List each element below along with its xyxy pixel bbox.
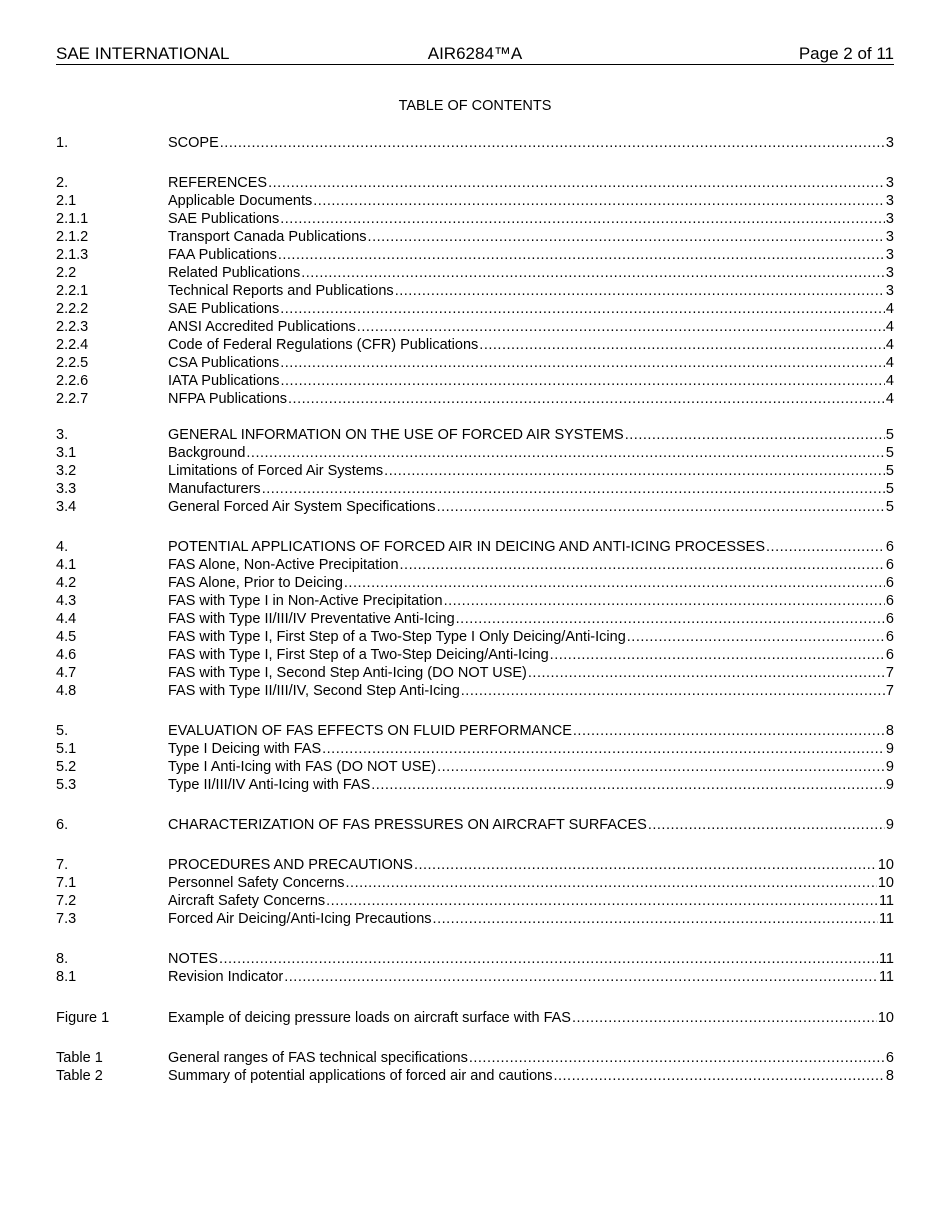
toc-entry[interactable] [56, 776, 894, 794]
dot-leader [648, 816, 885, 834]
toc-section [56, 134, 894, 152]
toc-entry-page: 4 [885, 391, 894, 407]
dot-leader [433, 910, 878, 928]
toc-entry-number: 6. [56, 817, 69, 833]
dot-leader [346, 874, 877, 892]
toc-entry[interactable] [56, 722, 894, 740]
toc-entry-number: 2.2.5 [56, 355, 89, 371]
toc-entry-number: 5.3 [56, 777, 77, 793]
toc-entry-number: 5.1 [56, 741, 77, 757]
toc-entry-title: General ranges of FAS technical specifications [168, 1050, 468, 1066]
toc-entry[interactable] [56, 740, 894, 758]
dot-leader [280, 300, 885, 318]
dot-leader [528, 664, 885, 682]
toc-entry-title: Applicable Documents [168, 193, 313, 209]
toc-entry-title: Summary of potential applications of forced air and cautions [168, 1068, 553, 1084]
toc-entry-title: GENERAL INFORMATION ON THE USE OF FORCED AIR SYSTEMS [168, 427, 624, 443]
toc-section [56, 1009, 894, 1027]
toc-entry-number: 3.1 [56, 445, 77, 461]
toc-entry-title: FAS with Type I, First Step of a Two-Step Deicing/Anti-Icing [168, 647, 549, 663]
toc-entry-page: 3 [885, 175, 894, 191]
toc-entry[interactable] [56, 592, 894, 610]
dot-leader [220, 134, 885, 152]
toc-entry-title: FAS with Type I, Second Step Anti-Icing (DO NOT USE) [168, 665, 527, 681]
toc-entry-title: Type II/III/IV Anti-Icing with FAS [168, 777, 371, 793]
toc-entry-title: Aircraft Safety Concerns [168, 893, 326, 909]
toc-entry-title: General Forced Air System Specifications [168, 499, 436, 515]
toc-entry-number: 2.1 [56, 193, 77, 209]
dot-leader [301, 264, 885, 282]
toc-section [56, 722, 894, 794]
page-number: Page 2 of 11 [798, 44, 894, 63]
toc-entry-page: 4 [885, 319, 894, 335]
toc-section [56, 174, 894, 408]
toc-entry-page: 9 [885, 817, 894, 833]
toc-entry-page: 11 [878, 911, 894, 927]
toc-entry-title: Technical Reports and Publications [168, 283, 394, 299]
toc-entry[interactable] [56, 556, 894, 574]
toc-entry[interactable] [56, 372, 894, 390]
toc-entry-page: 3 [885, 229, 894, 245]
toc-entry[interactable] [56, 664, 894, 682]
toc-entry[interactable] [56, 646, 894, 664]
toc-entry-number: 3.2 [56, 463, 77, 479]
dot-leader [456, 610, 885, 628]
dot-leader [625, 426, 885, 444]
toc-entry-title: PROCEDURES AND PRECAUTIONS [168, 857, 413, 873]
page-header [56, 44, 894, 65]
toc-entry-page: 6 [885, 575, 894, 591]
toc-entry-page: 3 [885, 247, 894, 263]
toc-entry-number: 3.3 [56, 481, 77, 497]
toc-entry-title: Background [168, 445, 246, 461]
toc-entry-page: 7 [885, 683, 894, 699]
toc-entry[interactable] [56, 228, 894, 246]
toc-entry[interactable] [56, 444, 894, 462]
toc-entry-number: 8. [56, 951, 69, 967]
toc-entry-page: 3 [885, 135, 894, 151]
toc-entry-number: 4.6 [56, 647, 77, 663]
publisher-name: SAE INTERNATIONAL [56, 44, 230, 63]
toc-entry[interactable] [56, 300, 894, 318]
toc-entry-page: 6 [885, 1050, 894, 1066]
toc-entry-number: 5. [56, 723, 69, 739]
toc-entry-number: 2. [56, 175, 69, 191]
dot-leader [384, 462, 885, 480]
toc-entry-page: 6 [885, 629, 894, 645]
toc-entry[interactable] [56, 874, 894, 892]
toc-entry-page: 6 [885, 611, 894, 627]
dot-leader [414, 856, 877, 874]
toc-entry-number: 7. [56, 857, 69, 873]
toc-entry-number: 4.3 [56, 593, 77, 609]
dot-leader [268, 174, 885, 192]
toc-entry-title: FAS with Type I in Non-Active Precipitation [168, 593, 443, 609]
toc-entry-title: Personnel Safety Concerns [168, 875, 345, 891]
toc-entry[interactable] [56, 1009, 894, 1027]
toc-entry[interactable] [56, 390, 894, 408]
toc-entry-number: 2.2.2 [56, 301, 89, 317]
dot-leader [395, 282, 885, 300]
dot-leader [573, 722, 885, 740]
toc-entry-number: 2.1.3 [56, 247, 89, 263]
toc-entry-title: ANSI Accredited Publications [168, 319, 356, 335]
toc-entry-title: SCOPE [168, 135, 219, 151]
toc-entry[interactable] [56, 758, 894, 776]
dot-leader [326, 892, 878, 910]
toc-entry[interactable] [56, 910, 894, 928]
dot-leader [479, 336, 885, 354]
toc-entry[interactable] [56, 354, 894, 372]
toc-entry[interactable] [56, 1049, 894, 1067]
toc-entry-page: 4 [885, 373, 894, 389]
toc-entry-title: POTENTIAL APPLICATIONS OF FORCED AIR IN DEICING AND ANTI-ICING PROCESSES [168, 539, 766, 555]
toc-entry[interactable] [56, 856, 894, 874]
toc-entry-number: 4.8 [56, 683, 77, 699]
toc-entry-title: NOTES [168, 951, 218, 967]
toc-entry-title: FAA Publications [168, 247, 277, 263]
dot-leader [288, 390, 885, 408]
toc-entry-title: CSA Publications [168, 355, 280, 371]
toc-entry-number: 5.2 [56, 759, 77, 775]
toc-entry[interactable] [56, 336, 894, 354]
toc-section [56, 856, 894, 928]
toc-entry-page: 8 [885, 723, 894, 739]
dot-leader [262, 480, 885, 498]
toc-entry-title: Limitations of Forced Air Systems [168, 463, 384, 479]
toc-entry[interactable] [56, 968, 894, 986]
toc-entry-page: 3 [885, 283, 894, 299]
document-number: AIR6284™A [427, 44, 523, 63]
toc-entry-number: 4. [56, 539, 69, 555]
toc-entry-number: 3.4 [56, 499, 77, 515]
dot-leader [437, 758, 885, 776]
toc-entry-page: 3 [885, 265, 894, 281]
toc-entry-page: 6 [885, 539, 894, 555]
toc-entry-page: 5 [885, 499, 894, 515]
toc-entry-page: 5 [885, 481, 894, 497]
toc-entry-number: 4.4 [56, 611, 77, 627]
toc-entry-number: 2.2.4 [56, 337, 89, 353]
dot-leader [246, 444, 885, 462]
toc-entry-page: 4 [885, 355, 894, 371]
dot-leader [461, 682, 885, 700]
toc-entry-page: 9 [885, 759, 894, 775]
toc-entry[interactable] [56, 574, 894, 592]
toc-entry-page: 5 [885, 427, 894, 443]
dot-leader [437, 498, 885, 516]
toc-entry[interactable] [56, 628, 894, 646]
toc-entry-number: 8.1 [56, 969, 77, 985]
toc-entry-page: 9 [885, 741, 894, 757]
toc-entry[interactable] [56, 892, 894, 910]
toc-title: TABLE OF CONTENTS [398, 98, 552, 114]
toc-entry-page: 6 [885, 647, 894, 663]
toc-entry-page: 3 [885, 211, 894, 227]
toc-entry[interactable] [56, 192, 894, 210]
toc-entry-number: 4.1 [56, 557, 77, 573]
toc-section [56, 816, 894, 834]
toc-entry-title: NFPA Publications [168, 391, 288, 407]
toc-entry[interactable] [56, 174, 894, 192]
dot-leader [766, 538, 885, 556]
toc-entry-number: 7.3 [56, 911, 77, 927]
dot-leader [313, 192, 885, 210]
toc-entry-title: Type I Deicing with FAS [168, 741, 322, 757]
dot-leader [444, 592, 885, 610]
toc-entry-number: 1. [56, 135, 69, 151]
toc-entry[interactable] [56, 1067, 894, 1085]
toc-entry-title: EVALUATION OF FAS EFFECTS ON FLUID PERFORMANCE [168, 723, 572, 739]
toc-entry-page: 10 [877, 1010, 894, 1026]
toc-entry[interactable] [56, 246, 894, 264]
toc-entry-number: 2.1.1 [56, 211, 89, 227]
toc-entry[interactable] [56, 950, 894, 968]
toc-entry-number: Table 2 [56, 1068, 103, 1084]
toc-entry-number: Figure 1 [56, 1010, 110, 1026]
dot-leader [344, 574, 885, 592]
dot-leader [368, 228, 885, 246]
toc-entry[interactable] [56, 498, 894, 516]
toc-entry-title: Revision Indicator [168, 969, 284, 985]
toc-entry-title: FAS Alone, Non-Active Precipitation [168, 557, 399, 573]
toc-entry-number: 2.2.1 [56, 283, 89, 299]
toc-section [56, 950, 894, 986]
toc-entry-number: 4.2 [56, 575, 77, 591]
toc-section [56, 1049, 894, 1085]
toc-entry-title: Forced Air Deicing/Anti-Icing Precautions [168, 911, 432, 927]
toc-entry-title: Code of Federal Regulations (CFR) Publications [168, 337, 479, 353]
toc-entry-number: 2.2 [56, 265, 77, 281]
toc-entry-page: 4 [885, 337, 894, 353]
toc-entry-title: FAS with Type II/III/IV, Second Step Anti-Icing [168, 683, 460, 699]
toc-entry-page: 11 [878, 951, 894, 967]
toc-entry-title: REFERENCES [168, 175, 268, 191]
toc-entry-page: 5 [885, 445, 894, 461]
toc-entry-page: 6 [885, 557, 894, 573]
toc-entry[interactable] [56, 462, 894, 480]
dot-leader [281, 372, 885, 390]
dot-leader [219, 950, 878, 968]
dot-leader [553, 1067, 884, 1085]
dot-leader [572, 1009, 877, 1027]
toc-entry-title: CHARACTERIZATION OF FAS PRESSURES ON AIRCRAFT SURFACES [168, 817, 647, 833]
toc-entry[interactable] [56, 264, 894, 282]
toc-entry-number: 7.1 [56, 875, 77, 891]
toc-entry-page: 6 [885, 593, 894, 609]
toc-entry-title: SAE Publications [168, 211, 280, 227]
toc-entry-title: IATA Publications [168, 373, 280, 389]
toc-section [56, 538, 894, 700]
dot-leader [280, 354, 885, 372]
toc-entry-title: Transport Canada Publications [168, 229, 367, 245]
toc-entry[interactable] [56, 426, 894, 444]
toc-entry-page: 5 [885, 463, 894, 479]
toc-entry-number: 2.2.7 [56, 391, 89, 407]
toc-entry-number: 2.1.2 [56, 229, 89, 245]
toc-entry[interactable] [56, 318, 894, 336]
toc-entry-title: Example of deicing pressure loads on aircraft surface with FAS [168, 1010, 571, 1026]
toc-entry-number: 3. [56, 427, 69, 443]
toc-entry-number: 7.2 [56, 893, 77, 909]
toc-entry-page: 3 [885, 193, 894, 209]
toc-entry[interactable] [56, 610, 894, 628]
dot-leader [469, 1049, 885, 1067]
toc-entry[interactable] [56, 682, 894, 700]
toc-entry[interactable] [56, 816, 894, 834]
toc-entry-page: 11 [878, 893, 894, 909]
dot-leader [371, 776, 885, 794]
toc-entry-title: FAS Alone, Prior to Deicing [168, 575, 343, 591]
toc-entry-number: Table 1 [56, 1050, 103, 1066]
dot-leader [550, 646, 885, 664]
table-of-contents [56, 134, 894, 1085]
toc-entry-page: 10 [877, 857, 894, 873]
toc-entry[interactable] [56, 538, 894, 556]
toc-entry-title: FAS with Type I, First Step of a Two-Step Type I Only Deicing/Anti-Icing [168, 629, 626, 645]
dot-leader [627, 628, 885, 646]
toc-entry-title: Related Publications [168, 265, 301, 281]
toc-entry[interactable] [56, 210, 894, 228]
toc-entry-number: 4.5 [56, 629, 77, 645]
toc-entry-page: 4 [885, 301, 894, 317]
toc-entry-page: 8 [885, 1068, 894, 1084]
dot-leader [278, 246, 885, 264]
toc-entry-title: SAE Publications [168, 301, 280, 317]
dot-leader [284, 968, 878, 986]
toc-entry-title: Type I Anti-Icing with FAS (DO NOT USE) [168, 759, 437, 775]
toc-entry[interactable] [56, 134, 894, 152]
dot-leader [280, 210, 885, 228]
dot-leader [400, 556, 885, 574]
toc-entry-number: 2.2.3 [56, 319, 89, 335]
toc-entry[interactable] [56, 480, 894, 498]
dot-leader [322, 740, 885, 758]
toc-entry[interactable] [56, 282, 894, 300]
toc-entry-number: 4.7 [56, 665, 77, 681]
toc-entry-page: 9 [885, 777, 894, 793]
dot-leader [357, 318, 885, 336]
toc-section [56, 426, 894, 516]
toc-entry-number: 2.2.6 [56, 373, 89, 389]
toc-entry-title: Manufacturers [168, 481, 261, 497]
toc-entry-page: 7 [885, 665, 894, 681]
toc-entry-title: FAS with Type II/III/IV Preventative Anti-Icing [168, 611, 455, 627]
toc-entry-page: 10 [877, 875, 894, 891]
toc-entry-page: 11 [878, 969, 894, 985]
